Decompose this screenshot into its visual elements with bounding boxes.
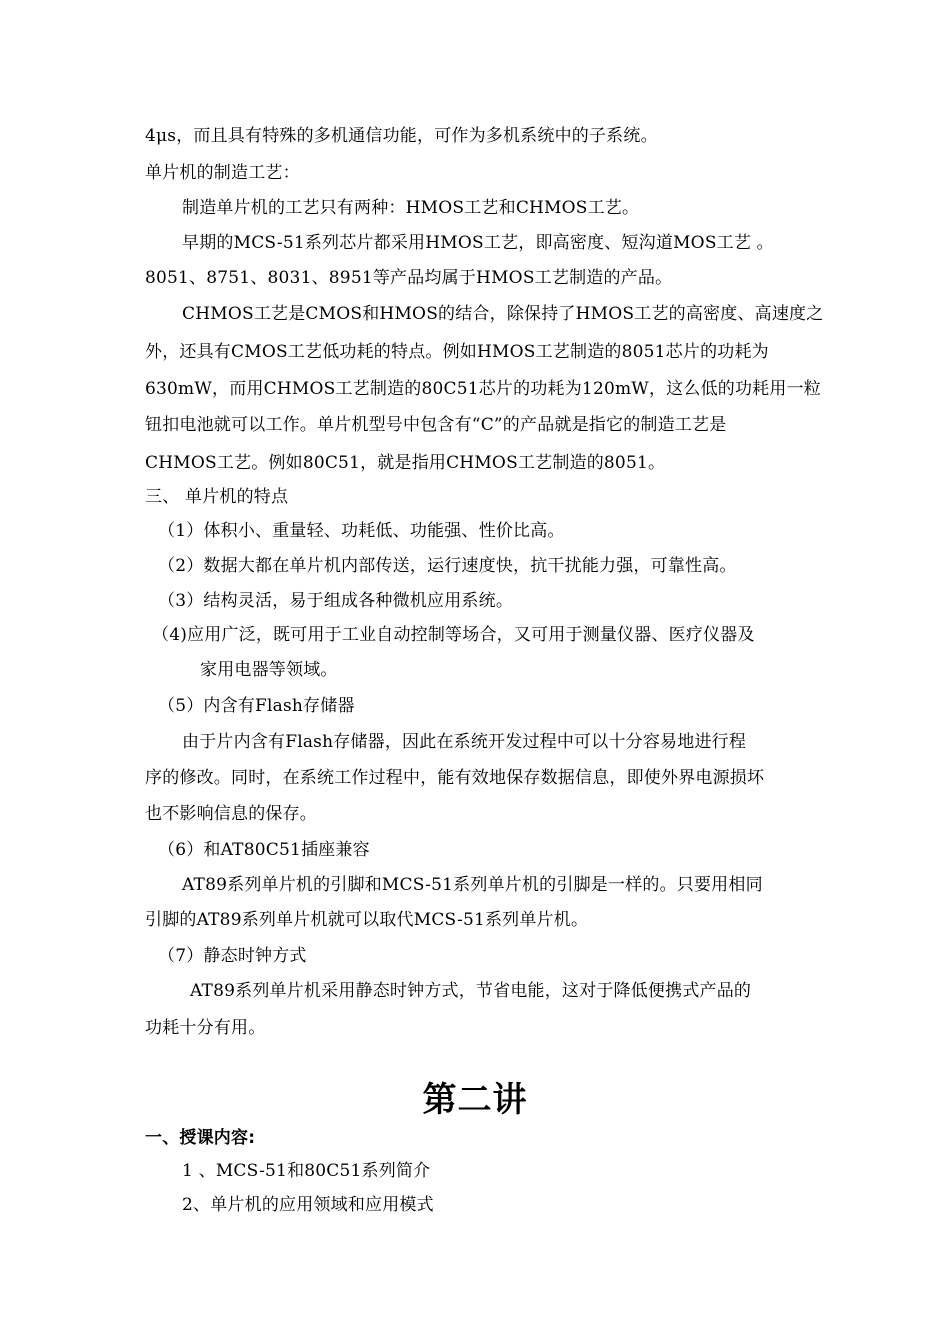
paragraph-line: 钮扣电池就可以工作。单片机型号中包含有“C”的产品就是指它的制造工艺是 [145, 415, 727, 435]
paragraph-line: 也不影响信息的保存。 [145, 804, 317, 824]
paragraph-line: 8051、8751、8031、8951等产品均属于HMOS工艺制造的产品。 [145, 268, 673, 288]
list-item: （4)应用广泛，既可用于工业自动控制等场合，又可用于测量仪器、医疗仪器及 [152, 625, 755, 645]
paragraph-line: 4μs，而且具有特殊的多机通信功能，可作为多机系统中的子系统。 [145, 126, 658, 146]
paragraph-line: 单片机的制造工艺： [145, 163, 300, 183]
section-heading: 三、 单片机的特点 [145, 487, 289, 507]
list-item: （1）体积小、重量轻、功耗低、功能强、性价比高。 [158, 521, 565, 541]
paragraph-line: 由于片内含有Flash存储器，因此在系统开发过程中可以十分容易地进行程 [182, 732, 747, 752]
paragraph-line: 早期的MCS-51系列芯片都采用HMOS工艺，即高密度、短沟道MOS工艺 。 [182, 233, 774, 253]
paragraph-line: 制造单片机的工艺只有两种：HMOS工艺和CHMOS工艺。 [182, 198, 640, 218]
list-item: （7）静态时钟方式 [158, 946, 307, 966]
paragraph-line: 引脚的AT89系列单片机就可以取代MCS-51系列单片机。 [145, 910, 589, 930]
list-item: （2）数据大都在单片机内部传送，运行速度快，抗干扰能力强，可靠性高。 [158, 556, 737, 576]
teaching-content-heading: 一、授课内容: [145, 1128, 256, 1148]
content-item: 2、单片机的应用领域和应用模式 [182, 1195, 434, 1215]
content-item: 1 、MCS-51和80C51系列简介 [182, 1161, 431, 1181]
lecture-title: 第二讲 [422, 1080, 528, 1120]
paragraph-line: 序的修改。同时，在系统工作过程中，能有效地保存数据信息，即使外界电源损坏 [145, 768, 765, 788]
paragraph-line: 630mW，而用CHMOS工艺制造的80C51芯片的功耗为120mW，这么低的功耗用一粒 [145, 379, 821, 399]
paragraph-line: CHMOS工艺。例如80C51，就是指用CHMOS工艺制造的8051。 [145, 453, 666, 473]
list-item: （6）和AT80C51插座兼容 [158, 840, 370, 860]
paragraph-line: CHMOS工艺是CMOS和HMOS的结合，除保持了HMOS工艺的高密度、高速度之 [182, 304, 824, 324]
paragraph-line: AT89系列单片机采用静态时钟方式，节省电能，这对于降低便携式产品的 [190, 981, 752, 1001]
list-item: （3）结构灵活，易于组成各种微机应用系统。 [158, 591, 514, 611]
list-item: （5）内含有Flash存储器 [158, 696, 355, 716]
paragraph-line: 功耗十分有用。 [145, 1018, 266, 1038]
paragraph-line: AT89系列单片机的引脚和MCS-51系列单片机的引脚是一样的。只要用相同 [182, 875, 763, 895]
list-item-continuation: 家用电器等领域。 [200, 660, 338, 680]
paragraph-line: 外，还具有CMOS工艺低功耗的特点。例如HMOS工艺制造的8051芯片的功耗为 [145, 342, 769, 362]
